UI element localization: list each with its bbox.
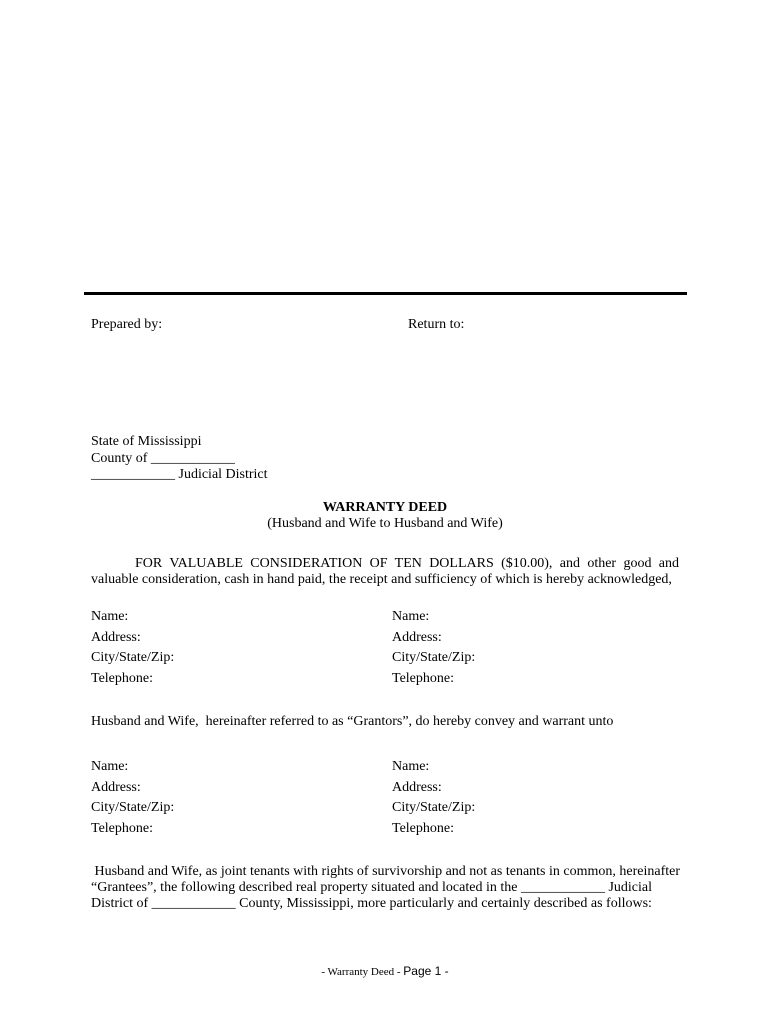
page-footer — [0, 964, 770, 979]
grantor-right-phone: Telephone: — [392, 670, 454, 686]
county-line: County of ____________ — [91, 451, 235, 466]
grantor-right-city: City/State/Zip: — [392, 650, 476, 665]
consideration-line-1: FOR VALUABLE CONSIDERATION OF TEN DOLLARS ($10.00), and other good and — [135, 556, 679, 571]
convey-line: Husband and Wife, hereinafter referred to as “Grantors”, do hereby convey and warrant unto — [91, 714, 614, 729]
grantee-right-address: Address: — [392, 779, 442, 795]
header-rule — [84, 292, 687, 295]
grantor-left-block — [91, 607, 174, 689]
grantor-left-name: Name: — [91, 609, 129, 624]
grantor-left-city: City/State/Zip: — [91, 650, 175, 665]
state-line: State of Mississippi — [91, 434, 202, 449]
district-line: ____________ Judicial District — [91, 467, 268, 482]
grantees-paragraph — [91, 864, 679, 912]
grantee-left-city: City/State/Zip: — [91, 800, 175, 815]
grantees-line-2: “Grantees”, the following described real property situated and located in the ____________ Judicial — [91, 880, 652, 895]
prepared-by-label: Prepared by: — [91, 317, 163, 332]
grantee-right-city: City/State/Zip: — [392, 800, 476, 815]
grantee-right-phone: Telephone: — [392, 820, 454, 836]
document-subtitle: (Husband and Wife to Husband and Wife) — [267, 516, 503, 531]
grantee-right-block — [392, 757, 475, 839]
grantee-left-block — [91, 757, 174, 839]
grantor-right-name: Name: — [392, 609, 430, 624]
grantor-left-address: Address: — [91, 629, 141, 645]
grantee-left-phone: Telephone: — [91, 820, 153, 836]
consideration-paragraph — [91, 556, 679, 588]
document-title: WARRANTY DEED — [322, 500, 448, 515]
footer-doc-label: - Warranty Deed - — [321, 966, 404, 978]
grantor-right-address: Address: — [392, 629, 442, 645]
return-to-label: Return to: — [408, 317, 465, 332]
grantees-line-1: Husband and Wife, as joint tenants with rights of survivorship and not as tenants in common, hereinafter — [91, 864, 681, 879]
consideration-line-2: valuable consideration, cash in hand paid, the receipt and sufficiency of which is hereby acknowledged, — [91, 572, 672, 587]
grantee-left-name: Name: — [91, 759, 129, 774]
footer-page-number: Page 1 - — [403, 964, 449, 978]
grantor-right-block — [392, 607, 475, 689]
grantees-line-3: District of ____________ County, Mississippi, more particularly and certainly described as follows: — [91, 896, 652, 911]
grantor-left-phone: Telephone: — [91, 670, 153, 686]
grantee-left-address: Address: — [91, 779, 141, 795]
grantee-right-name: Name: — [392, 759, 430, 774]
